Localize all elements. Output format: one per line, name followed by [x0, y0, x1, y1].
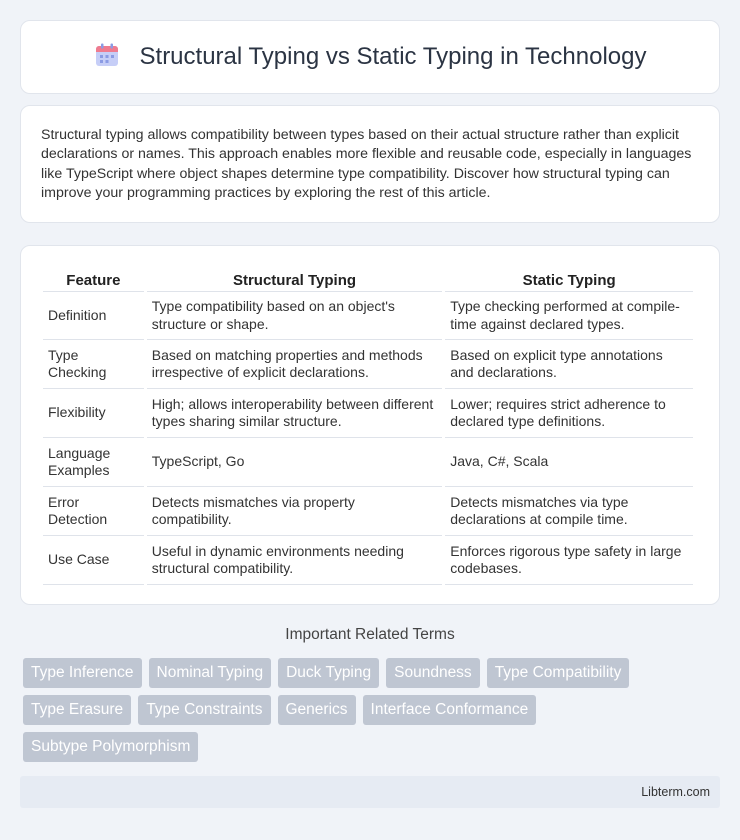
- structural-cell: Useful in dynamic environments needing structural compatibility.: [147, 536, 442, 585]
- table-row: [43, 438, 693, 487]
- feature-cell: Flexibility: [43, 389, 144, 438]
- static-cell: Lower; requires strict adherence to declared type definitions.: [445, 389, 693, 438]
- feature-cell: Type Checking: [43, 340, 144, 389]
- related-term-tag[interactable]: Type Inference: [23, 658, 142, 688]
- table-header-row: [43, 266, 693, 291]
- structural-cell: High; allows interoperability between different types sharing similar structure.: [147, 389, 442, 438]
- related-terms-list: [23, 658, 703, 762]
- structural-cell: Detects mismatches via property compatibility.: [147, 487, 442, 536]
- intro-card: [20, 105, 720, 223]
- comparison-table: [40, 266, 696, 585]
- feature-cell: Language Examples: [43, 438, 144, 487]
- feature-cell: Definition: [43, 291, 144, 340]
- table-row: [43, 487, 693, 536]
- related-term-tag[interactable]: Duck Typing: [278, 658, 379, 688]
- header-card: [20, 20, 720, 94]
- table-row: [43, 389, 693, 438]
- related-term-tag[interactable]: Subtype Polymorphism: [23, 732, 198, 762]
- static-cell: Type checking performed at compile-time against declared types.: [445, 291, 693, 340]
- comparison-table-card: [20, 245, 720, 605]
- table-row: [43, 536, 693, 585]
- structural-cell: Based on matching properties and methods irrespective of explicit declarations.: [147, 340, 442, 389]
- static-cell: Enforces rigorous type safety in large codebases.: [445, 536, 693, 585]
- structural-cell: TypeScript, Go: [147, 438, 442, 487]
- header-feature: Feature: [66, 272, 121, 289]
- static-cell: Java, C#, Scala: [445, 438, 693, 487]
- feature-cell: Error Detection: [43, 487, 144, 536]
- page-title: Structural Typing vs Static Typing in Technology: [139, 43, 647, 70]
- footer: [20, 776, 720, 808]
- structural-cell: Type compatibility based on an object's structure or shape.: [147, 291, 442, 340]
- related-term-tag[interactable]: Type Constraints: [138, 695, 270, 725]
- table-row: [43, 291, 693, 340]
- related-term-tag[interactable]: Interface Conformance: [363, 695, 537, 725]
- related-term-tag[interactable]: Generics: [278, 695, 356, 725]
- related-term-tag[interactable]: Nominal Typing: [149, 658, 272, 688]
- related-term-tag[interactable]: Type Compatibility: [487, 658, 630, 688]
- feature-cell: Use Case: [43, 536, 144, 585]
- related-term-tag[interactable]: Soundness: [386, 658, 480, 688]
- calendar-icon: [94, 42, 120, 73]
- footer-site-link[interactable]: Libterm.com: [641, 785, 710, 799]
- related-term-tag[interactable]: Type Erasure: [23, 695, 131, 725]
- table-row: [43, 340, 693, 389]
- header-structural-typing: Structural Typing: [232, 272, 357, 289]
- static-cell: Detects mismatches via type declarations at compile time.: [445, 487, 693, 536]
- intro-text: Structural typing allows compatibility between types based on their actual structure rather than explicit declarations or names. This approach enables more flexible and reusable code, especially in languages like TypeScript where object shapes determine type compatibility. Discover how structural typing can improve your programming practices by exploring the rest of this article.: [41, 127, 692, 201]
- related-terms-title: Important Related Terms: [285, 626, 455, 643]
- static-cell: Based on explicit type annotations and declarations.: [445, 340, 693, 389]
- header-static-typing: Static Typing: [522, 272, 616, 289]
